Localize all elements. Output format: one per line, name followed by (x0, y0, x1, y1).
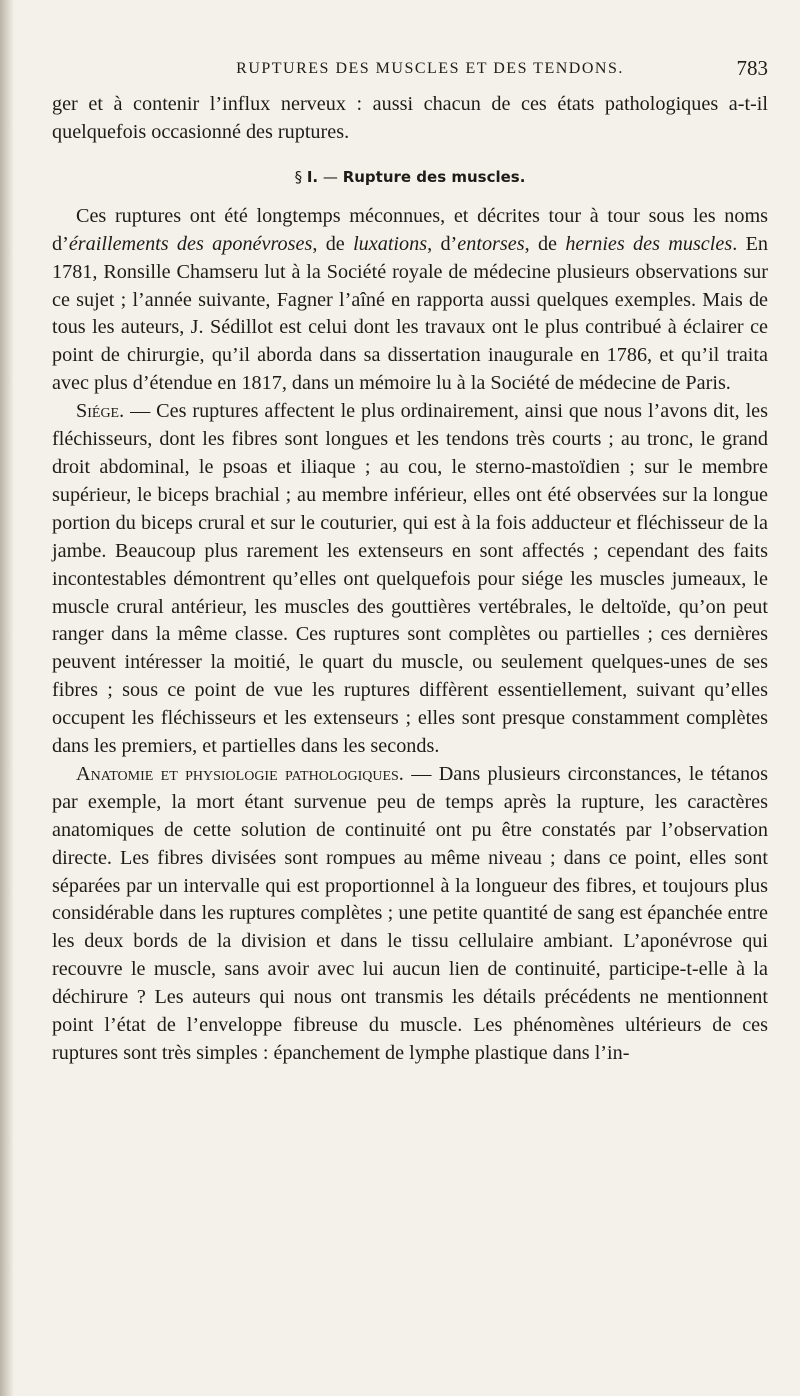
term-eraillements: éraillements des aponévroses (68, 232, 313, 255)
intro-paragraph (52, 91, 768, 147)
term-entorses: entorses (457, 232, 525, 255)
paragraph-siege (52, 398, 768, 761)
siege-text: — Ces ruptures affectent le plus ordinairement, ainsi que nous l’avons dit, les fléchisseurs, dont les fibres sont longues et les tendons très courts ; au tronc, le grand droit abdominal, le psoas et iliaque ; au cou, le sterno-mastoïdien ; sur le membre supérieur, le biceps brachial ; au membre inférieur, elles ont été observées sur la longue portion du biceps crural et sur le couturier, qui est à la fois adducteur et fléchisseur de la jambe. Beaucoup plus rarement les extenseurs en sont affectés ; cependant des faits incontestables démontrent qu’elles ont quelquefois pour siége les muscles jumeaux, le muscle crural antérieur, les muscles des gouttières vertébrales, le deltoïde, qu’on peut ranger dans la même classe. Ces ruptures sont complètes ou partielles ; ces dernières peuvent intéresser la moitié, le quart du muscle, ou seulement quelques-unes de ses fibres ; sous ce point de vue les ruptures diffèrent essentiellement, suivant qu’elles occupent les fléchisseurs et les extenseurs ; elles sont presque constamment complètes dans les premiers, et partielles dans les seconds. (52, 400, 768, 758)
para1-text-d: , de (524, 232, 566, 255)
section-number: I. (306, 167, 319, 186)
section-title: Rupture des muscles. (342, 167, 526, 186)
term-hernies: hernies des muscles (565, 232, 733, 255)
paragraph-anatomie (52, 761, 768, 1068)
section-symbol: § (294, 167, 303, 186)
page-number: 783 (736, 56, 768, 80)
running-head (52, 56, 768, 90)
para1-text-a: Ces ruptures ont été longtemps méconnues, et décrites tour à tour sous les noms d’ (52, 204, 768, 255)
section-dash: — (322, 167, 338, 186)
section-heading (52, 168, 768, 186)
para1-text-c: , d’ (427, 232, 458, 255)
para1-text-b: , de (312, 232, 354, 255)
para1-text-e: . En 1781, Ronsille Chamseru lut à la Société royale de médecine plusieurs observations sur ce sujet ; l’année suivante, Fagner l’aîné en rapporta aussi quelques exemples. Mais de tous les auteurs, J. Sédillot est celui dont les travaux ont le plus contribué à éclairer ce point de chirurgie, qu’il aborda dans sa dissertation inaugurale en 1786, et qu’il traita avec plus d’étendue en 1817, dans un mémoire lu à la Société de médecine de Paris. (52, 232, 768, 395)
running-title: RUPTURES DES MUSCLES ET DES TENDONS. (236, 60, 624, 77)
siege-lead: Siége. (76, 400, 125, 423)
page-binding-edge (0, 0, 14, 1396)
paragraph-history (52, 203, 768, 398)
anatomie-text: — Dans plusieurs circonstances, le tétanos par exemple, la mort étant survenue peu de temps après la rupture, les caractères anatomiques de cette solution de continuité ont pu être constatés par l’observation directe. Les fibres divisées sont rompues au même niveau ; dans ce point, elles sont séparées par un intervalle qui est proportionnel à la longueur des fibres, et toujours plus considérable dans les ruptures complètes ; une petite quantité de sang est épanchée entre les deux bords de la division et dans le tissu cellulaire ambiant. L’aponévrose qui recouvre le muscle, sans avoir avec lui aucun lien de continuité, participe-t-elle à la déchirure ? Les auteurs qui nous ont transmis les détails précédents ne mentionnent point l’état de l’enveloppe fibreuse du muscle. Les phénomènes ultérieurs de ces ruptures sont très simples : épanchement de lymphe plastique dans l’in- (52, 762, 768, 1064)
intro-text: ger et à contenir l’influx nerveux : aussi chacun de ces états pathologiques a-t-il quelquefois occasionné des ruptures. (52, 93, 768, 143)
anatomie-lead: Anatomie et physiologie pathologiques. (76, 762, 404, 785)
term-luxations: luxations (353, 232, 428, 255)
book-page (52, 56, 768, 1068)
